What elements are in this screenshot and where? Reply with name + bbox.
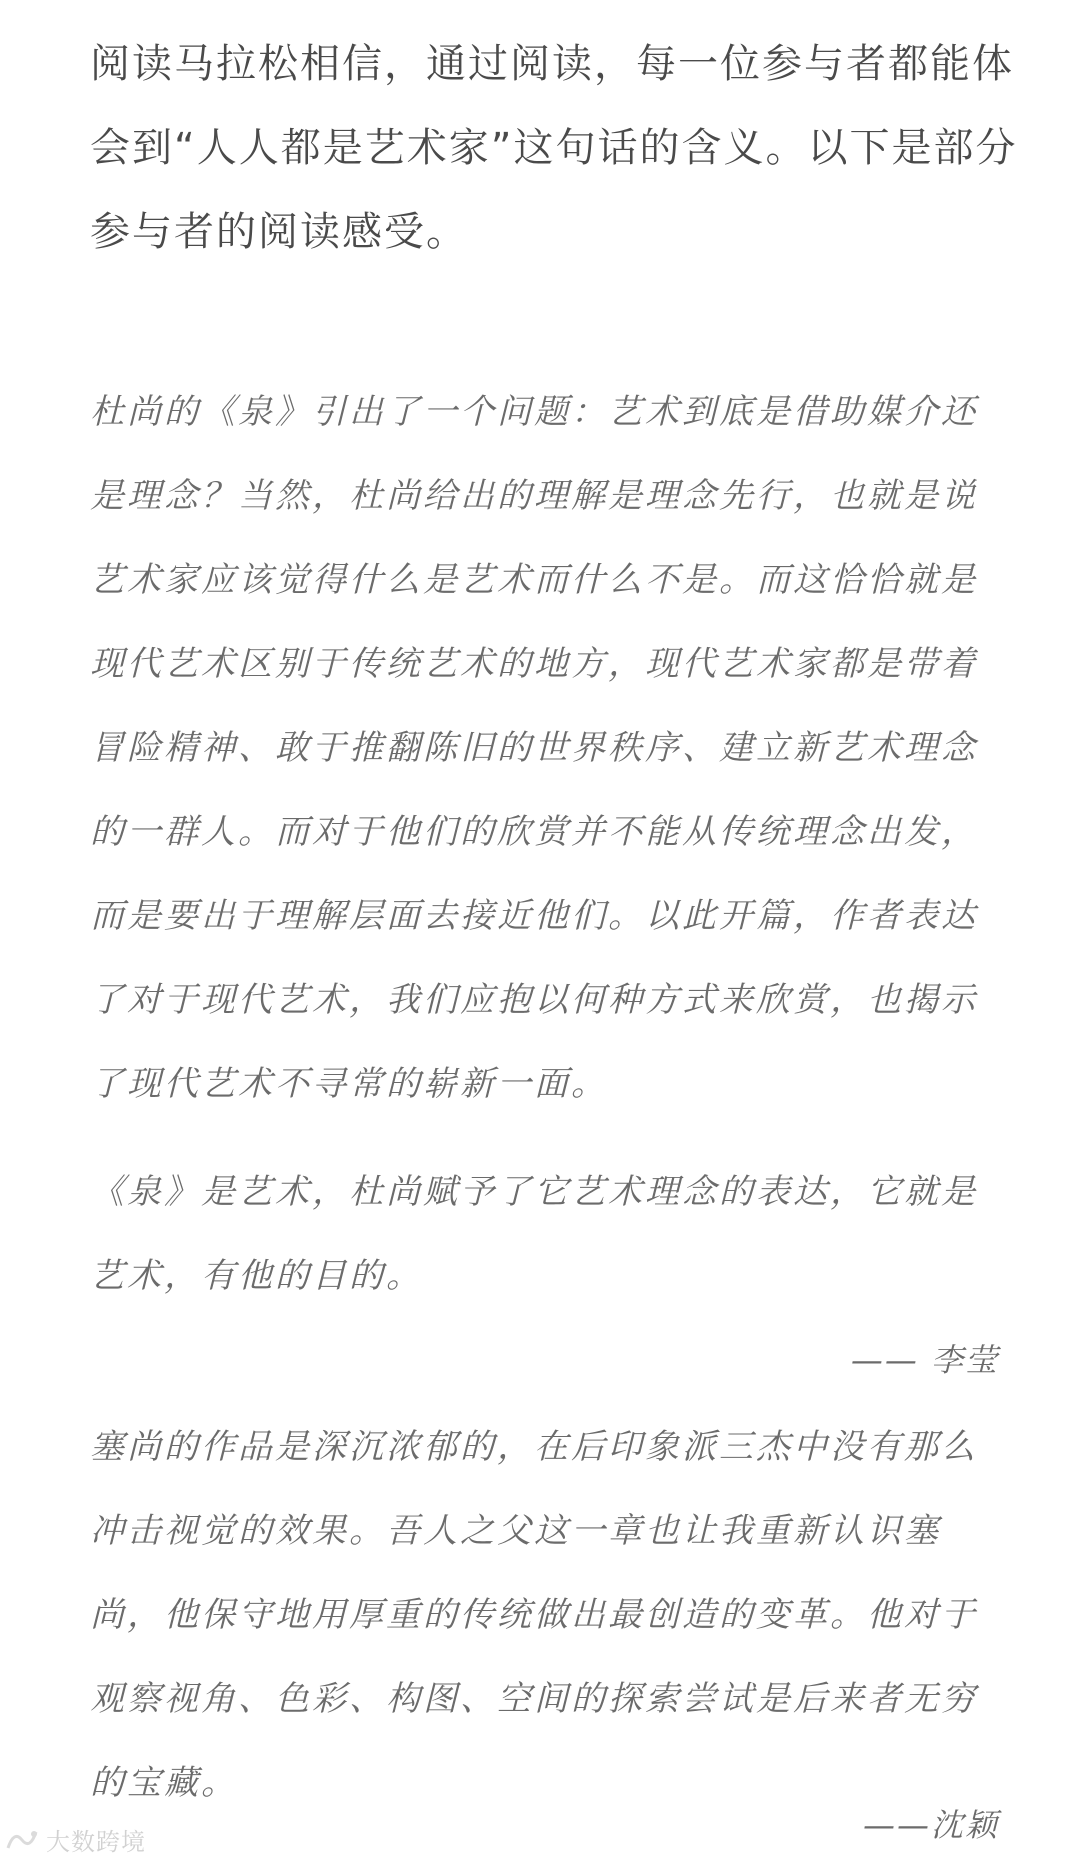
watermark (4, 1822, 146, 1857)
watermark-text: 大数跨境 (46, 1828, 146, 1856)
signature-2: ——沈颖 (862, 1806, 999, 1844)
signature-1: —— 李莹 (850, 1341, 999, 1379)
logo-icon (4, 1826, 40, 1854)
quote-paragraph-3: 塞尚的作品是深沉浓郁的，在后印象派三杰中没有那么冲击视觉的效果。吾人之父这一章也让我重新认识塞尚，他保守地用厚重的传统做出最创造的变革。他对于观察视角、色彩、构图、空间的探索尝试是后来者无穷的宝藏。 (90, 1427, 978, 1803)
intro-paragraph: 阅读马拉松相信，通过阅读，每一位参与者都能体会到“人人都是艺术家”这句话的含义。以下是部分参与者的阅读感受。 (90, 41, 1018, 255)
quote-paragraph-1: 杜尚的《泉》引出了一个问题：艺术到底是借助媒介还是理念？当然，杜尚给出的理解是理念先行，也就是说艺术家应该觉得什么是艺术而什么不是。而这恰恰就是现代艺术区别于传统艺术的地方，现代艺术家都是带着冒险精神、敢于推翻陈旧的世界秩序、建立新艺术理念的一群人。而对于他们的欣赏并不能从传统理念出发，而是要出于理解层面去接近他们。以此开篇，作者表达了对于现代艺术，我们应抱以何种方式来欣赏，也揭示了现代艺术不寻常的崭新一面。 (90, 392, 978, 1104)
quote-paragraph-2: 《泉》是艺术，杜尚赋予了它艺术理念的表达，它就是艺术，有他的目的。 (90, 1172, 978, 1296)
